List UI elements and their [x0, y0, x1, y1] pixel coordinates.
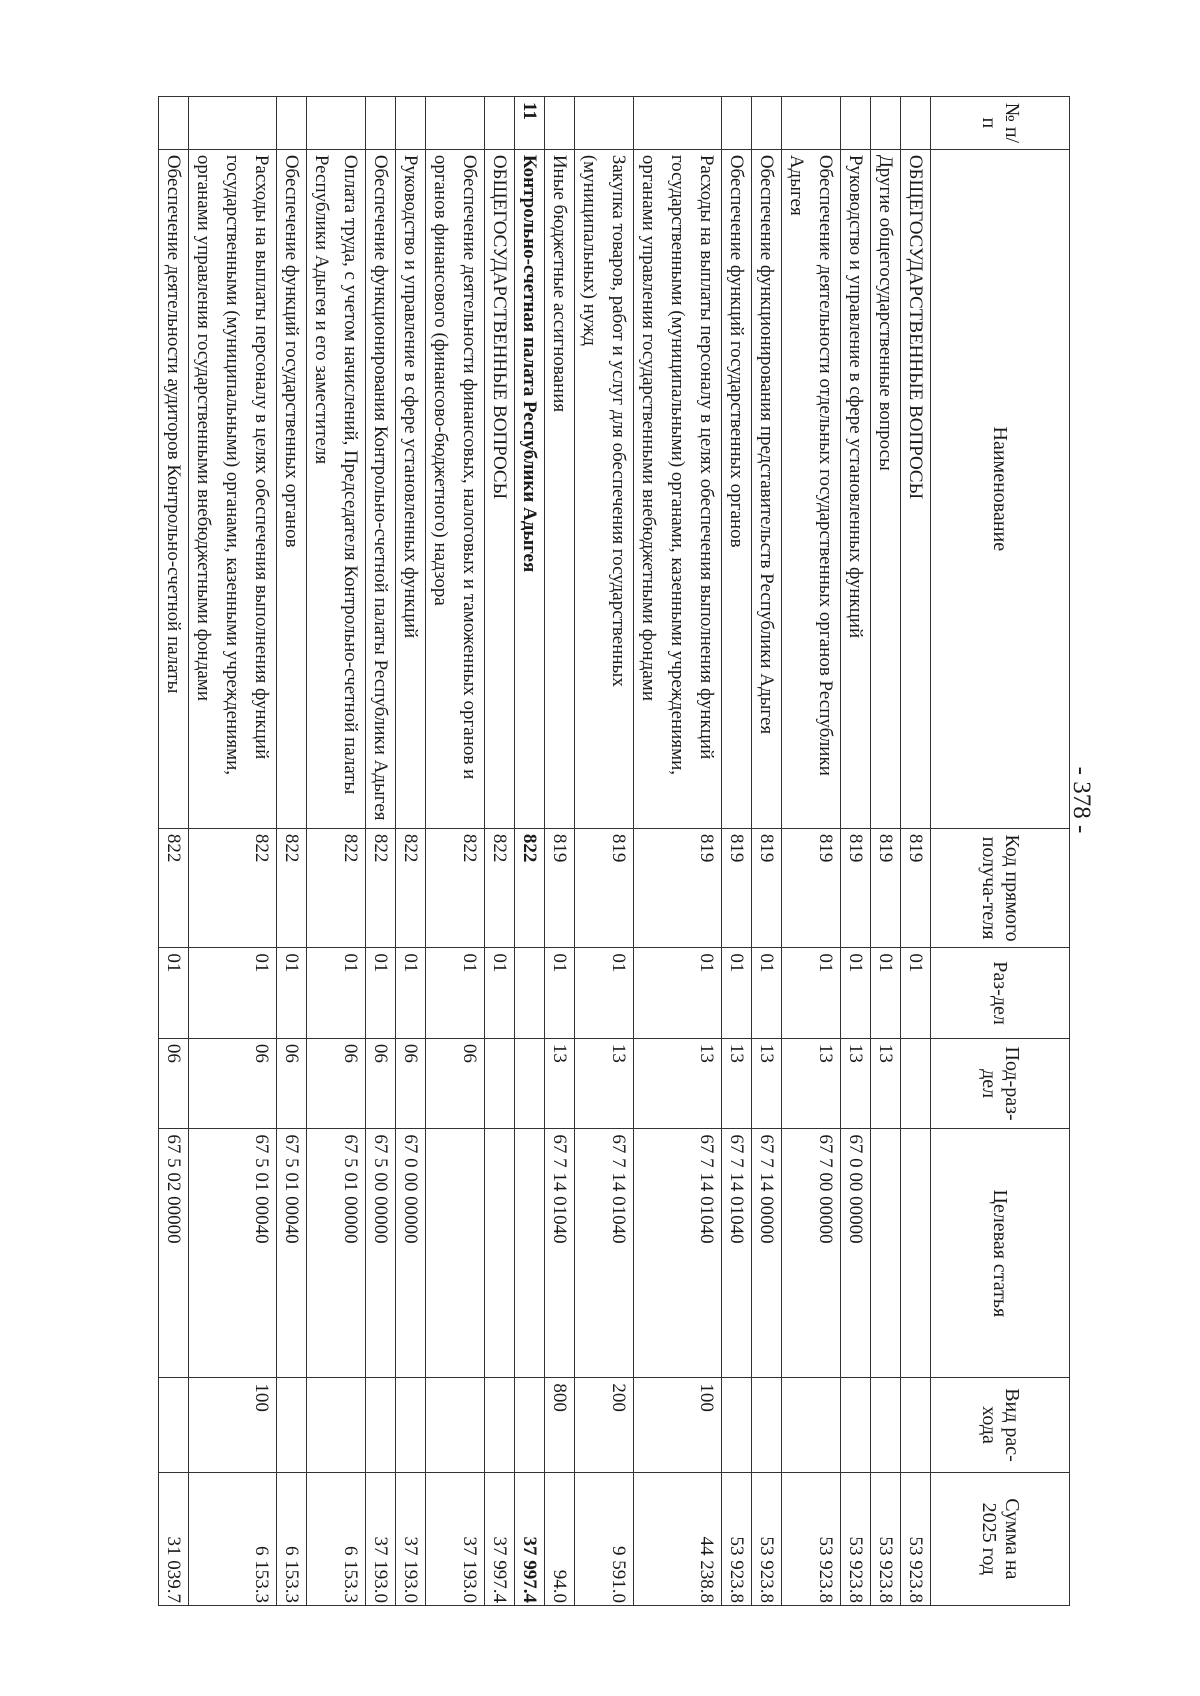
cell-subsection: 06	[426, 1038, 485, 1129]
cell-name: Руководство и управление в сфере установленных функций	[841, 149, 871, 828]
cell-recipient: 822	[485, 828, 515, 947]
cell-subsection: 13	[752, 1038, 782, 1129]
table-row	[545, 97, 575, 1606]
cell-no	[307, 97, 366, 150]
cell-section: 01	[159, 948, 189, 1039]
cell-no	[722, 97, 752, 150]
cell-name: Обеспечение деятельности финансовых, налоговых и таможенных органов и органов финансового (финансово-бюджетного) надзора	[426, 149, 485, 828]
cell-sum: 9 591.0	[575, 1472, 634, 1605]
cell-target: 67 5 01 00000	[307, 1129, 366, 1378]
cell-no	[545, 97, 575, 150]
cell-subsection: 06	[159, 1038, 189, 1129]
cell-section: 01	[426, 948, 485, 1039]
cell-recipient: 819	[841, 828, 871, 947]
cell-subsection: 13	[634, 1038, 722, 1129]
cell-sum: 37 193.0	[396, 1472, 426, 1605]
cell-target: 67 0 00 00000	[396, 1129, 426, 1378]
cell-name: Закупка товаров, работ и услуг для обеспечения государственных (муниципальных) нужд	[575, 149, 634, 828]
cell-no	[159, 97, 189, 150]
cell-no	[841, 97, 871, 150]
cell-section: 01	[782, 948, 841, 1039]
cell-sum: 44 238.8	[634, 1472, 722, 1605]
cell-target	[871, 1129, 901, 1378]
cell-expense-type	[782, 1378, 841, 1472]
cell-target	[901, 1129, 931, 1378]
cell-sum: 53 923.8	[841, 1472, 871, 1605]
cell-sum: 37 997.4	[485, 1472, 515, 1605]
cell-subsection: 06	[307, 1038, 366, 1129]
cell-expense-type	[396, 1378, 426, 1472]
cell-recipient: 822	[159, 828, 189, 947]
table-row	[634, 97, 722, 1606]
cell-sum: 37 997.4	[515, 1472, 545, 1605]
cell-recipient: 819	[545, 828, 575, 947]
cell-expense-type	[901, 1378, 931, 1472]
cell-section: 01	[396, 948, 426, 1039]
cell-expense-type	[752, 1378, 782, 1472]
cell-subsection: 06	[277, 1038, 307, 1129]
cell-name: Руководство и управление в сфере установленных функций	[396, 149, 426, 828]
cell-target: 67 5 00 00000	[366, 1129, 396, 1378]
table-row	[722, 97, 752, 1606]
cell-sum: 6 153.3	[189, 1472, 277, 1605]
cell-section: 01	[752, 948, 782, 1039]
cell-section: 01	[575, 948, 634, 1039]
cell-expense-type	[426, 1378, 485, 1472]
cell-subsection	[515, 1038, 545, 1129]
cell-name: Оплата труда, с учетом начислений, Председателя Контрольно-счетной палаты Республики Адыгея и его заместителя	[307, 149, 366, 828]
cell-section: 01	[189, 948, 277, 1039]
cell-section: 01	[366, 948, 396, 1039]
table-row	[366, 97, 396, 1606]
table-row	[396, 97, 426, 1606]
cell-no	[871, 97, 901, 150]
cell-target: 67 7 14 01040	[722, 1129, 752, 1378]
cell-recipient: 819	[901, 828, 931, 947]
cell-sum: 6 153.3	[277, 1472, 307, 1605]
cell-no	[277, 97, 307, 150]
cell-sum: 53 923.8	[871, 1472, 901, 1605]
cell-subsection	[901, 1038, 931, 1129]
cell-section: 01	[901, 948, 931, 1039]
cell-sum: 37 193.0	[366, 1472, 396, 1605]
cell-subsection: 13	[782, 1038, 841, 1129]
cell-recipient: 822	[307, 828, 366, 947]
cell-target: 67 7 00 00000	[782, 1129, 841, 1378]
budget-table	[158, 96, 1070, 1606]
table-row	[871, 97, 901, 1606]
cell-recipient: 822	[515, 828, 545, 947]
cell-no	[485, 97, 515, 150]
cell-subsection: 13	[545, 1038, 575, 1129]
cell-sum: 31 039.7	[159, 1472, 189, 1605]
cell-target: 67 7 14 01040	[545, 1129, 575, 1378]
cell-name: Обеспечение функционирования Контрольно-счетной палаты Республики Адыгея	[366, 149, 396, 828]
cell-recipient: 819	[575, 828, 634, 947]
cell-subsection: 13	[575, 1038, 634, 1129]
cell-section	[515, 948, 545, 1039]
cell-no	[901, 97, 931, 150]
header-target: Целевая статья	[931, 1129, 1070, 1378]
cell-subsection: 06	[366, 1038, 396, 1129]
cell-no	[426, 97, 485, 150]
cell-sum: 37 193.0	[426, 1472, 485, 1605]
cell-expense-type: 100	[634, 1378, 722, 1472]
cell-target: 67 7 14 00000	[752, 1129, 782, 1378]
cell-subsection: 13	[722, 1038, 752, 1129]
table-row	[515, 97, 545, 1606]
cell-recipient: 822	[366, 828, 396, 947]
cell-section: 01	[307, 948, 366, 1039]
cell-section: 01	[277, 948, 307, 1039]
cell-expense-type: 800	[545, 1378, 575, 1472]
cell-name: Расходы на выплаты персоналу в целях обеспечения выполнения функций государственными (муниципальными) органами, казенными учреждениями, органами управления государственными внебюджетными фондами	[189, 149, 277, 828]
cell-expense-type	[485, 1378, 515, 1472]
cell-section: 01	[722, 948, 752, 1039]
table-row	[782, 97, 841, 1606]
cell-target: 67 7 14 01040	[634, 1129, 722, 1378]
cell-expense-type	[722, 1378, 752, 1472]
cell-name: Обеспечение функционирования представительств Республики Адыгея	[752, 149, 782, 828]
cell-subsection: 13	[841, 1038, 871, 1129]
table-row	[159, 97, 189, 1606]
cell-no	[752, 97, 782, 150]
cell-name: ОБЩЕГОСУДАРСТВЕННЫЕ ВОПРОСЫ	[485, 149, 515, 828]
cell-target: 67 7 14 01040	[575, 1129, 634, 1378]
cell-sum: 53 923.8	[752, 1472, 782, 1605]
cell-recipient: 822	[426, 828, 485, 947]
cell-expense-type	[515, 1378, 545, 1472]
header-subsection: Под-раз-дел	[931, 1038, 1070, 1129]
cell-subsection: 06	[396, 1038, 426, 1129]
cell-recipient: 819	[722, 828, 752, 947]
cell-name: Обеспечение функций государственных органов	[277, 149, 307, 828]
cell-no	[634, 97, 722, 150]
rotated-page	[25, 10, 1165, 1603]
cell-name: ОБЩЕГОСУДАРСТВЕННЫЕ ВОПРОСЫ	[901, 149, 931, 828]
header-no: № п/п	[931, 97, 1070, 150]
table-row	[277, 97, 307, 1606]
cell-recipient: 822	[277, 828, 307, 947]
cell-section: 01	[871, 948, 901, 1039]
cell-expense-type	[307, 1378, 366, 1472]
cell-expense-type	[366, 1378, 396, 1472]
cell-target: 67 0 00 00000	[841, 1129, 871, 1378]
table-row	[752, 97, 782, 1606]
cell-no	[782, 97, 841, 150]
cell-section: 01	[485, 948, 515, 1039]
cell-expense-type	[841, 1378, 871, 1472]
cell-recipient: 819	[782, 828, 841, 947]
cell-recipient: 822	[396, 828, 426, 947]
header-recipient: Код прямого получа-теля	[931, 828, 1070, 947]
header-sum: Сумма на 2025 год	[931, 1472, 1070, 1605]
cell-expense-type	[871, 1378, 901, 1472]
cell-recipient: 819	[634, 828, 722, 947]
table-row	[189, 97, 277, 1606]
cell-expense-type: 200	[575, 1378, 634, 1472]
cell-name: Расходы на выплаты персоналу в целях обеспечения выполнения функций государственными (муниципальными) органами, казенными учреждениями, органами управления государственными внебюджетными фондами	[634, 149, 722, 828]
cell-no	[366, 97, 396, 150]
table-row	[426, 97, 485, 1606]
cell-name: Иные бюджетные ассигнования	[545, 149, 575, 828]
cell-recipient: 822	[189, 828, 277, 947]
cell-name: Обеспечение деятельности аудиторов Контрольно-счетной палаты	[159, 149, 189, 828]
cell-target: 67 5 01 00040	[189, 1129, 277, 1378]
cell-no	[189, 97, 277, 150]
cell-section: 01	[634, 948, 722, 1039]
cell-target	[426, 1129, 485, 1378]
cell-target: 67 5 02 00000	[159, 1129, 189, 1378]
cell-no	[575, 97, 634, 150]
cell-name: Другие общегосударственные вопросы	[871, 149, 901, 828]
header-section: Раз-дел	[931, 948, 1070, 1039]
cell-subsection: 06	[189, 1038, 277, 1129]
cell-sum: 53 923.8	[722, 1472, 752, 1605]
cell-sum: 94.0	[545, 1472, 575, 1605]
cell-sum: 53 923.8	[782, 1472, 841, 1605]
cell-recipient: 819	[752, 828, 782, 947]
cell-sum: 53 923.8	[901, 1472, 931, 1605]
table-row	[841, 97, 871, 1606]
cell-name: Обеспечение функций государственных органов	[722, 149, 752, 828]
cell-subsection	[485, 1038, 515, 1129]
table-row	[307, 97, 366, 1606]
cell-no: 11	[515, 97, 545, 150]
cell-no	[396, 97, 426, 150]
page-number: - 378 -	[1068, 766, 1095, 834]
cell-subsection: 13	[871, 1038, 901, 1129]
cell-recipient: 819	[871, 828, 901, 947]
cell-sum: 6 153.3	[307, 1472, 366, 1605]
cell-expense-type	[277, 1378, 307, 1472]
table-row	[485, 97, 515, 1606]
cell-section: 01	[545, 948, 575, 1039]
table-body	[159, 97, 931, 1606]
cell-target: 67 5 01 00040	[277, 1129, 307, 1378]
cell-section: 01	[841, 948, 871, 1039]
cell-target	[485, 1129, 515, 1378]
header-expense-type: Вид рас-хода	[931, 1378, 1070, 1472]
table-row	[575, 97, 634, 1606]
cell-name: Обеспечение деятельности отдельных государственных органов Республики Адыгея	[782, 149, 841, 828]
header-name: Наименование	[931, 149, 1070, 828]
cell-target	[515, 1129, 545, 1378]
cell-name: Контрольно-счетная палата Республики Адыгея	[515, 149, 545, 828]
cell-expense-type: 100	[189, 1378, 277, 1472]
table-header-row	[931, 97, 1070, 1606]
cell-expense-type	[159, 1378, 189, 1472]
table-row	[901, 97, 931, 1606]
